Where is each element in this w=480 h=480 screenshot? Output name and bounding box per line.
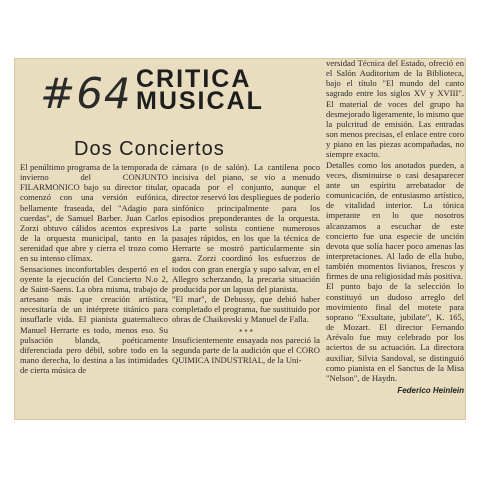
- article-column-1: El penúltimo programa de la temporada de invierno del CONJUNTO FILARMONICO bajo su director titular, comenzó con una versión eufónica, bellamente fraseada, del "Adagio para cuerdas", de Samuel Barber. Juan Carlos Zorzi obtuvo cálidos acentos expresivos de la orquesta municipal, tanto en la serenidad que abre y cierra el trozo como en su intenso clímax. Sensaciones inconfortables despertó en el oyente la ejecución del Concierto N.o 2, de Saint-Saens. La obra misma, trabajo de artesano más que creación artística, necesitaría de un intérprete titánico para insuflarle vida. El pianista guatemalteco Manuel Herrarte es todo, menos eso. Su pulsación blanda, poéticamente diferenciada pero débil, sobre todo en la mano derecha, lo destina a las intimidades de cierta música de: [20, 162, 168, 376]
- headline-line-2: MUSICAL: [136, 87, 264, 115]
- section-separator: * * *: [239, 328, 253, 337]
- article-subhead: Dos Conciertos: [74, 138, 225, 160]
- headline: [136, 65, 306, 115]
- headline-line-1: CRITICA: [136, 65, 252, 93]
- handwritten-catalog-number: #64: [40, 69, 132, 118]
- article-column-3: versidad Técnica del Estado, ofreció en el Salón Auditorium de la Biblioteca, bajo el título "El mundo del canto sagrado entre los siglos XV y XVIII". El material de voces del grupo ha desmejorado ligeramente, lo mismo que la pulcritud de emisión. Las entradas son menos precisas, el enlace entre coro y piano en las piezas acompañadas, no siempre exacto. Detalles como los anotados pueden, a veces, disminuirse o casi desaparecer ante un espíritu arrebatador de comunicación, de entusiasmo artístico, de vitalidad interior. La tónica imperante en lo que nosotros alcanzamos a escuchar de este concierto fue una especie de unción devota que solía hacer poco amenas las interpretaciones. Al lado de ella hubo, también momentos livianos, frescos y firmes de una religiosidad más positiva. El punto bajo de la selección lo constituyó un dudoso arreglo del movimiento final del motete para soprano "Exsultate, jubilate", K. 165, de Mozart. El director Fernando Arévalo fue muy celebrado por los aciertos de su actuación. La directora auxiliar, Silvia Sandoval, se distinguió como pianista en el Sanctus de la Misa "Nelson", de Haydn.: [326, 58, 464, 383]
- article-column-2: cámara (o de salón). La cantilena poco incisiva del piano, se vio a menudo opacada por el conjunto, aunque el director reservó los despliegues de poderío sinfónico principalmente para los episodios preponderantes de la orquesta. La parte solista contiene numerosos pasajes rápidos, en los que la técnica de Herrarte se mostró particularmente sin garra. Zorzi coordinó los esfuerzos de todos con gran energía y supo salvar, en el Allegro scherzando, la precaria situación producida por un lapsus del pianista. "El mar", de Debussy, que debió haber completado el programa, fue sustituido por obras de Chaikovski y Manuel de Falla. Insuficientemente ensayada nos pareció la segunda parte de la audición que el CORO QUIMICA INDUSTRIAL, de la Uni-: [172, 162, 320, 365]
- newspaper-clipping: [14, 58, 466, 420]
- author-byline: Federico Heinlein: [397, 386, 464, 395]
